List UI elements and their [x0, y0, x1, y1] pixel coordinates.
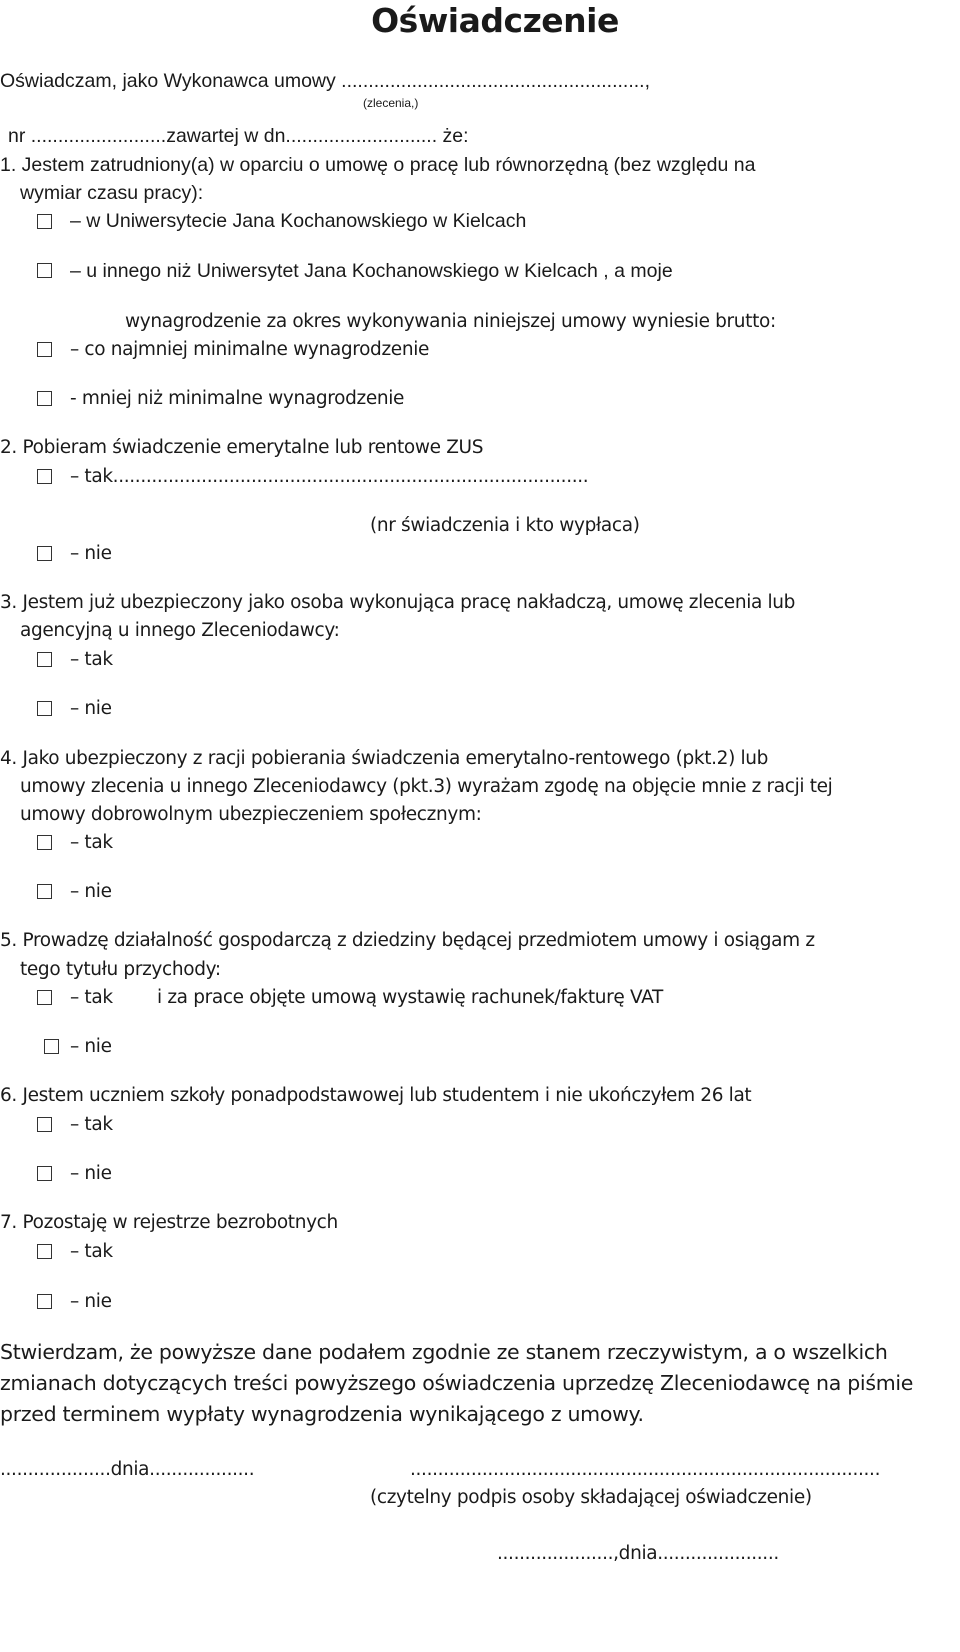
q3-text-line2: agencyjną u innego Zleceniodawcy:	[20, 620, 340, 641]
q1-option-other-employer-label: – u innego niż Uniwersytet Jana Kochanowskiego w Kielcach , a moje	[70, 260, 673, 282]
q3-option-tak-label: – tak	[70, 649, 113, 670]
signature-line[interactable]: .....................................................................................	[410, 1459, 881, 1480]
q1-text-line1: 1. Jestem zatrudniony(a) w oparciu o umowę o pracę lub równorzędną (bez względu na	[0, 154, 756, 176]
q7-option-nie-checkbox[interactable]	[37, 1294, 52, 1309]
signature-caption: (czytelny podpis osoby składającej oświadczenie)	[370, 1487, 812, 1508]
intro-line-number: nr .........................zawartej w dn............................ że:	[8, 125, 469, 147]
q5-text-line2: tego tytułu przychody:	[20, 959, 221, 980]
intro-line-contractor: Oświadczam, jako Wykonawca umowy ........................................................,	[0, 70, 650, 92]
q1-text-line2: wymiar czasu pracy):	[20, 182, 204, 204]
q5-option-tak-label: – tak	[70, 987, 113, 1008]
q2-option-tak-checkbox[interactable]	[37, 469, 52, 484]
q7-text: 7. Pozostaję w rejestrze bezrobotnych	[0, 1212, 338, 1233]
q5-text-line1: 5. Prowadzę działalność gospodarczą z dziedziny będącej przedmiotem umowy i osiągam z	[0, 930, 815, 951]
q6-option-nie-checkbox[interactable]	[37, 1166, 52, 1181]
q7-option-tak-checkbox[interactable]	[37, 1244, 52, 1259]
q3-option-nie-label: – nie	[70, 698, 112, 719]
q2-text: 2. Pobieram świadczenie emerytalne lub rentowe ZUS	[0, 437, 484, 458]
q6-text: 6. Jestem uczniem szkoły ponadpodstawowej lub studentem i nie ukończyłem 26 lat	[0, 1085, 752, 1106]
place-date-field[interactable]: ....................dnia...................	[0, 1459, 255, 1480]
q2-option-nie-label: – nie	[70, 543, 112, 564]
q4-option-nie-label: – nie	[70, 881, 112, 902]
q1-option-ujk-checkbox[interactable]	[37, 214, 52, 229]
q6-option-tak-checkbox[interactable]	[37, 1117, 52, 1132]
q4-text-line3: umowy dobrowolnym ubezpieczeniem społecznym:	[20, 804, 482, 825]
q4-text-line2: umowy zlecenia u innego Zleceniodawcy (pkt.3) wyrażam zgodę na objęcie mnie z racji tej	[20, 776, 833, 797]
q3-text-line1: 3. Jestem już ubezpieczony jako osoba wykonująca pracę nakładczą, umowę zlecenia lub	[0, 592, 796, 613]
q1-option-other-employer-checkbox[interactable]	[37, 263, 52, 278]
q1-option-min-wage-label: – co najmniej minimalne wynagrodzenie	[70, 339, 430, 360]
q3-option-nie-checkbox[interactable]	[37, 701, 52, 716]
document-title: Oświadczenie	[371, 1, 619, 40]
q1-option-below-min-checkbox[interactable]	[37, 391, 52, 406]
statement-line2: zmianach dotyczących treści powyższego oświadczenia uprzedzę Zleceniodawcę na piśmie	[0, 1371, 914, 1395]
bottom-date-field[interactable]: .....................,dnia......................	[497, 1543, 779, 1564]
q5-option-tak-checkbox[interactable]	[37, 990, 52, 1005]
q6-option-nie-label: – nie	[70, 1163, 112, 1184]
q2-option-tak-label: – tak......................................................................................	[70, 466, 589, 487]
q5-option-nie-checkbox[interactable]	[44, 1039, 59, 1054]
q1-option-ujk-label: – w Uniwersytecie Jana Kochanowskiego w Kielcach	[70, 210, 527, 232]
q2-option-nie-checkbox[interactable]	[37, 546, 52, 561]
q7-option-nie-label: – nie	[70, 1291, 112, 1312]
q4-option-tak-label: – tak	[70, 832, 113, 853]
q4-option-nie-checkbox[interactable]	[37, 884, 52, 899]
q2-benefit-note: (nr świadczenia i kto wypłaca)	[370, 515, 640, 536]
q1-option-min-wage-checkbox[interactable]	[37, 342, 52, 357]
q3-option-tak-checkbox[interactable]	[37, 652, 52, 667]
q5-option-nie-label: – nie	[70, 1036, 112, 1057]
intro-note: (zlecenia,)	[363, 96, 419, 110]
q4-option-tak-checkbox[interactable]	[37, 835, 52, 850]
q6-option-tak-label: – tak	[70, 1114, 113, 1135]
q1-option-below-min-label: - mniej niż minimalne wynagrodzenie	[70, 388, 405, 409]
q5-option-tak-note: i za prace objęte umową wystawię rachunek/fakturę VAT	[157, 987, 663, 1008]
statement-line1: Stwierdzam, że powyższe dane podałem zgodnie ze stanem rzeczywistym, a o wszelkich	[0, 1340, 888, 1364]
statement-line3: przed terminem wypłaty wynagrodzenia wynikającego z umowy.	[0, 1402, 644, 1426]
q1-salary-subquestion: wynagrodzenie za okres wykonywania niniejszej umowy wyniesie brutto:	[125, 311, 776, 332]
q7-option-tak-label: – tak	[70, 1241, 113, 1262]
q4-text-line1: 4. Jako ubezpieczony z racji pobierania świadczenia emerytalno-rentowego (pkt.2) lub	[0, 748, 769, 769]
